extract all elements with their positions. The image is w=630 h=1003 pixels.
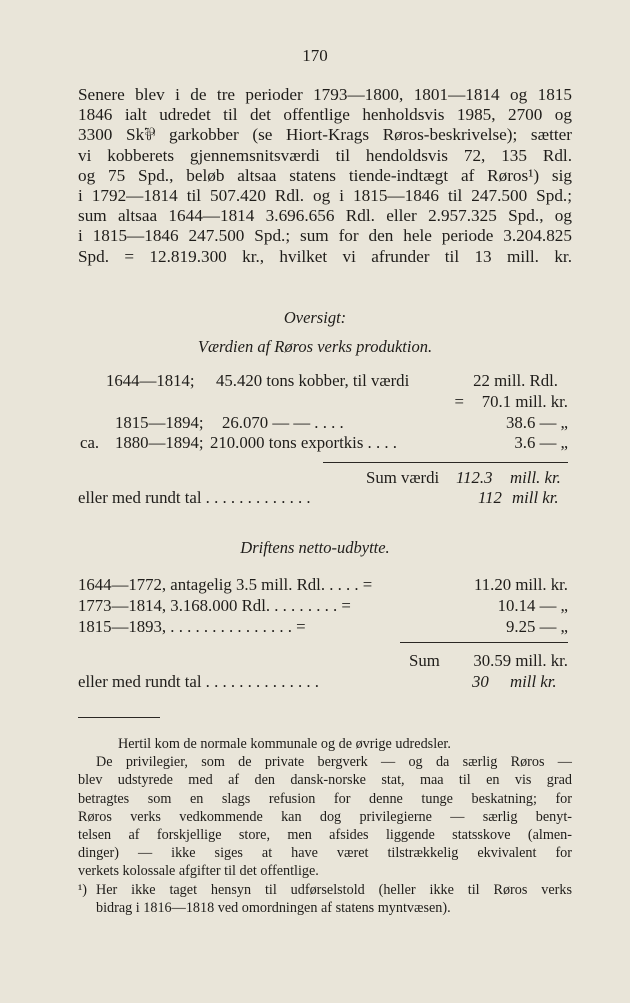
oversigt-round-value: 112 xyxy=(478,488,502,507)
note-line: dinger) — ikke siges at have været tilstrækkelig ekvivalent for xyxy=(78,845,572,862)
oversigt-row-value: 3.6 — „ xyxy=(514,433,568,452)
oversigt-round-label: eller med rundt tal . . . . . . . . . . . . . xyxy=(78,488,311,507)
oversigt-row-value: 70.1 mill. kr. xyxy=(481,392,568,411)
footnote-line: bidrag i 1816—1818 ved omordningen af statens myntvæsen). xyxy=(96,899,451,916)
driftens-row-value: 11.20 mill. kr. xyxy=(473,575,568,594)
driftens-row-period: 1773—1814, 3.168.000 Rdl. . . . . . . . . = xyxy=(78,596,351,615)
note-line: De privilegier, som de private bergverk — og da særlig Røros — xyxy=(96,754,572,771)
oversigt-sum-label: Sum værdi xyxy=(366,468,440,487)
oversigt-row-period: 1815—1894; xyxy=(115,413,204,432)
driftens-row-period: 1644—1772, antagelig 3.5 mill. Rdl. . . . . = xyxy=(78,575,373,594)
driftens-sum-value: 30.59 mill. kr. xyxy=(473,651,568,670)
body-line: 3300 Sk⅌ garkobber (se Hiort-Krags Røros-beskrivelse); sætter xyxy=(78,125,572,145)
oversigt-row-value: 22 mill. Rdl. xyxy=(473,371,558,390)
driftens-round-value: 30 xyxy=(472,672,489,691)
oversigt-row-desc: 210.000 tons exportkis . . . . xyxy=(210,433,397,452)
oversigt-heading: Oversigt: xyxy=(283,308,347,327)
oversigt-sum-value: 112.3 xyxy=(456,468,493,487)
body-line: vi kobberets gjennemsnitsværdi til hendoldsvis 72, 135 Rdl. xyxy=(78,145,572,165)
sum-divider xyxy=(323,462,568,463)
oversigt-row-period: 1880—1894; xyxy=(115,433,204,452)
footnote-mark: ¹) xyxy=(78,881,87,898)
driftens-round-label: eller med rundt tal . . . . . . . . . . . . . . xyxy=(78,672,319,691)
page-number: 170 xyxy=(302,46,328,65)
footnote-text: Her ikke taget hensyn til udførselstold (heller ikke til Røros verks xyxy=(96,881,572,898)
oversigt-row-prefix: ca. xyxy=(80,433,100,452)
oversigt-row-desc: = xyxy=(454,392,464,411)
note-line: telsen af forskjellige store, men afsides liggende statsskove (almen- xyxy=(78,826,572,843)
body-line: Spd. = 12.819.300 kr., hvilket vi afrunder til 13 mill. kr. xyxy=(78,246,572,266)
notes-section xyxy=(78,735,572,917)
oversigt-row-desc: 45.420 tons kobber, til værdi xyxy=(216,371,410,390)
note-line: betragtes som en slags refusion for denne tunge beskatning; for xyxy=(78,790,572,807)
note-line: Hertil kom de normale kommunale og de øvrige udredsler. xyxy=(118,736,451,752)
footnote-divider xyxy=(78,717,160,718)
oversigt-row-period: 1644—1814; xyxy=(106,371,195,390)
body-line: sum altsaa 1644—1814 3.696.656 Rdl. eller 2.957.325 Spd., og xyxy=(78,206,572,226)
body-line: Senere blev i de tre perioder 1793—1800, 1801—1814 og 1815 xyxy=(78,85,572,104)
oversigt-sum-unit: mill. kr. xyxy=(510,468,561,487)
driftens-row-value: 10.14 — „ xyxy=(497,596,568,615)
body-line: og 75 Spd., beløb altsaa statens tiende-indtægt af Røros¹) sig xyxy=(78,165,572,185)
note-line: verkets kolossale afgifter til det offentlige. xyxy=(78,863,319,880)
sum-divider xyxy=(400,642,568,643)
driftens-row-period: 1815—1893, . . . . . . . . . . . . . . . = xyxy=(78,617,306,636)
body-line: 1846 ialt udredet til det offentlige henholdsvis 1985, 2700 og xyxy=(78,105,572,125)
body-line: i 1815—1846 247.500 Spd.; sum for den hele periode 3.204.825 xyxy=(78,226,572,246)
footnote-line xyxy=(78,881,572,899)
driftens-heading: Driftens netto-udbytte. xyxy=(240,538,390,557)
note-line: blev udstyrede med af den dansk-norske stat, maa til en vis grad xyxy=(78,772,572,789)
driftens-row-value: 9.25 — „ xyxy=(506,617,568,636)
oversigt-row-value: 38.6 — „ xyxy=(506,413,568,432)
driftens-sum-label: Sum xyxy=(409,651,440,670)
oversigt-round-unit: mill kr. xyxy=(512,488,559,507)
oversigt-row-desc: 26.070 — — . . . . xyxy=(222,413,344,432)
note-line: Røros verks vedkommende kan dog privilegierne — særlig benyt- xyxy=(78,808,572,825)
oversigt-subheading: Værdien af Røros verks produktion. xyxy=(197,337,433,356)
driftens-round-unit: mill kr. xyxy=(510,672,557,691)
body-paragraph xyxy=(78,85,572,267)
body-line: i 1792—1814 til 507.420 Rdl. og i 1815—1846 til 247.500 Spd.; xyxy=(78,185,572,205)
